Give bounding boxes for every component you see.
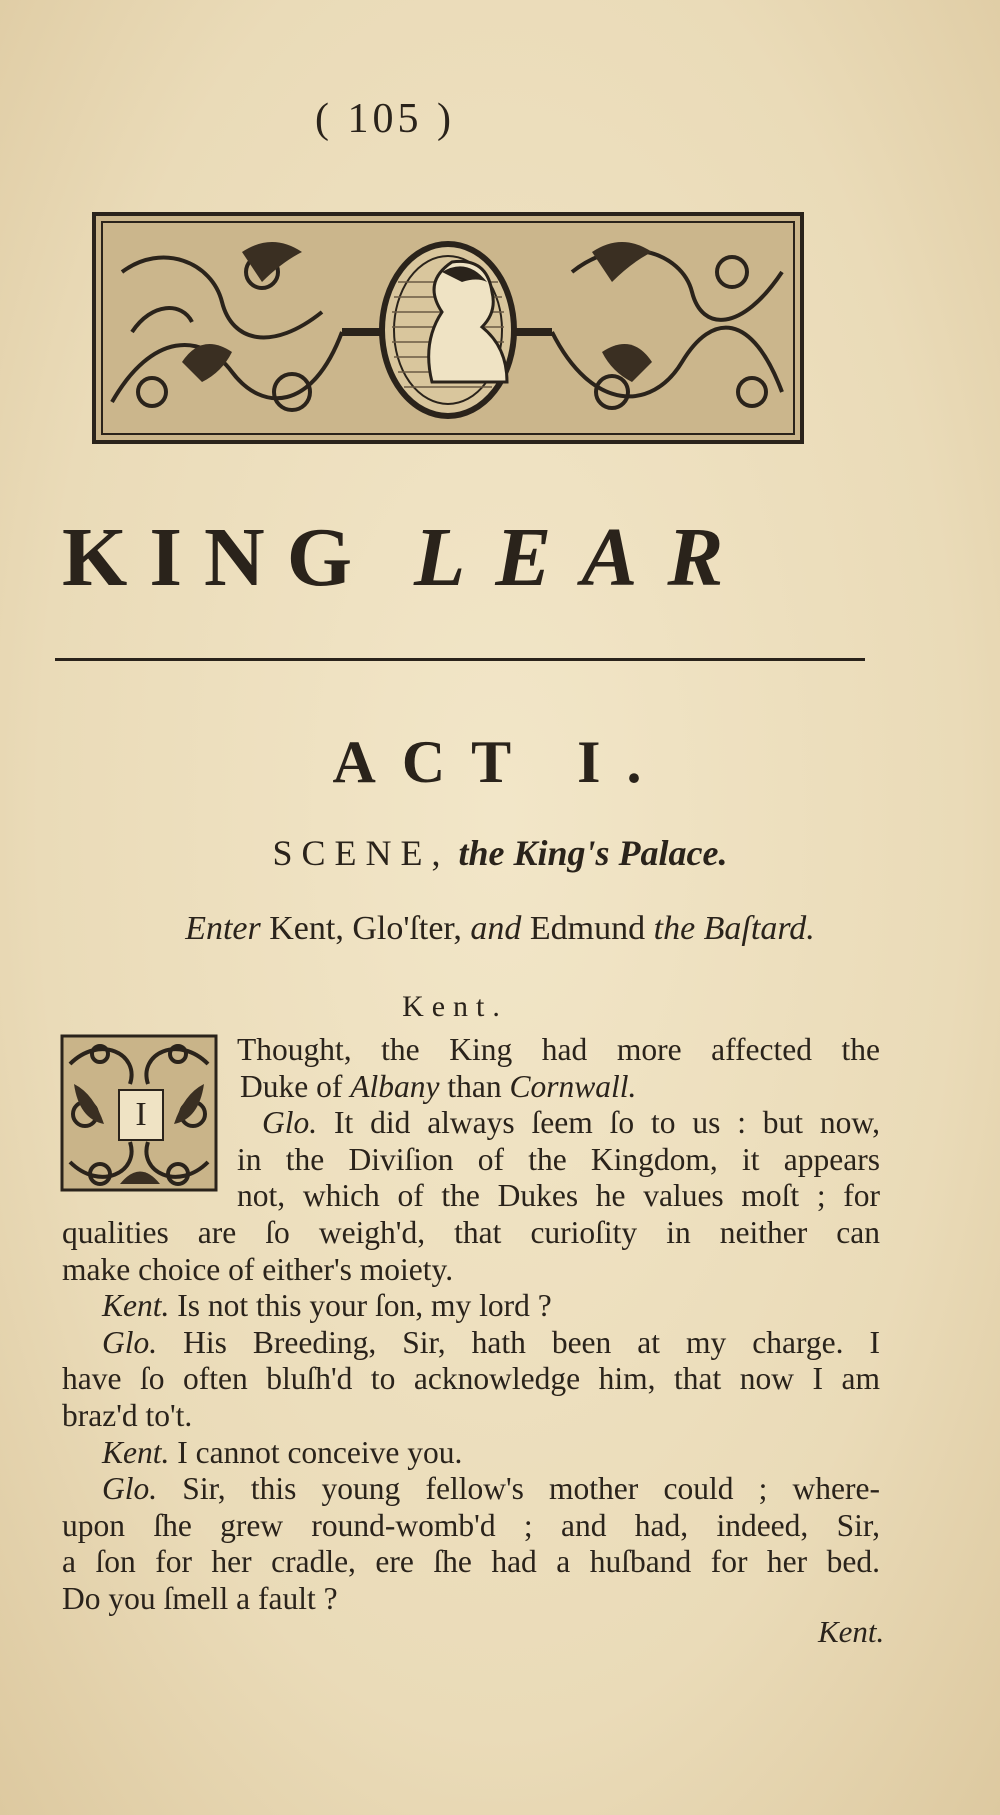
ornamental-headpiece (92, 212, 804, 444)
text-line: Kent. Is not this your ſon, my lord ? (102, 1288, 552, 1324)
enter-word: Enter (185, 910, 261, 947)
drop-cap-letter: I (118, 1089, 164, 1141)
entrance-role: the Baſtard. (653, 910, 815, 947)
text-line: Glo. His Breeding, Sir, hath been at my charge. I (102, 1324, 880, 1360)
stage-direction (0, 910, 1000, 948)
scene-place: the King's Palace. (458, 833, 728, 873)
title-roman: KING (62, 511, 375, 604)
text-line: Glo. It did always ſeem ſo to us : but now, (262, 1105, 880, 1141)
speaker-kent: Kent. (102, 1434, 170, 1470)
speaker-glo: Glo. (262, 1105, 318, 1141)
speaker-glo: Glo. (102, 1324, 158, 1360)
speaker-heading: Kent. (402, 990, 508, 1023)
horizontal-rule (55, 658, 865, 661)
speaker-kent: Kent. (102, 1288, 170, 1324)
entrance-and: and (470, 910, 522, 947)
text-line: Thought, the King had more affected the (237, 1032, 880, 1067)
play-title (62, 508, 862, 608)
text-line: Do you ſmell a fault ? (62, 1580, 338, 1616)
scene-label: SCENE, (272, 833, 450, 873)
text-line: qualities are ſo weigh'd, that curioſity in neither can (62, 1214, 880, 1250)
scene-heading (0, 832, 1000, 874)
entrance-names-1: Kent, Glo'ſter, (269, 910, 462, 947)
catchword: Kent. (818, 1614, 885, 1649)
text-line: have ſo often bluſh'd to acknowledge him, that now I am (62, 1361, 880, 1397)
text-line: Duke of Albany than Cornwall. (240, 1068, 637, 1104)
title-italic: LEAR (414, 511, 754, 604)
act-heading: ACT I. (332, 729, 668, 795)
text-line: not, which of the Dukes he values moſt ; for (237, 1178, 880, 1214)
text-line: upon ſhe grew round-womb'd ; and had, indeed, Sir, (62, 1507, 880, 1543)
entrance-names-2: Edmund (529, 910, 646, 947)
text-line: in the Diviſion of the Kingdom, it appears (237, 1141, 880, 1177)
dialogue-text (62, 1032, 880, 1618)
text-line: make choice of either's moiety. (62, 1251, 454, 1287)
speaker-glo: Glo. (102, 1471, 158, 1507)
text-line: Kent. I cannot conceive you. (102, 1434, 463, 1470)
text-line: braz'd to't. (62, 1397, 193, 1433)
text-line: Glo. Sir, this young fellow's mother could ; where- (102, 1471, 880, 1507)
page-number: ( 105 ) (315, 96, 455, 142)
text-line: a ſon for her cradle, ere ſhe had a huſband for her bed. (62, 1544, 880, 1580)
